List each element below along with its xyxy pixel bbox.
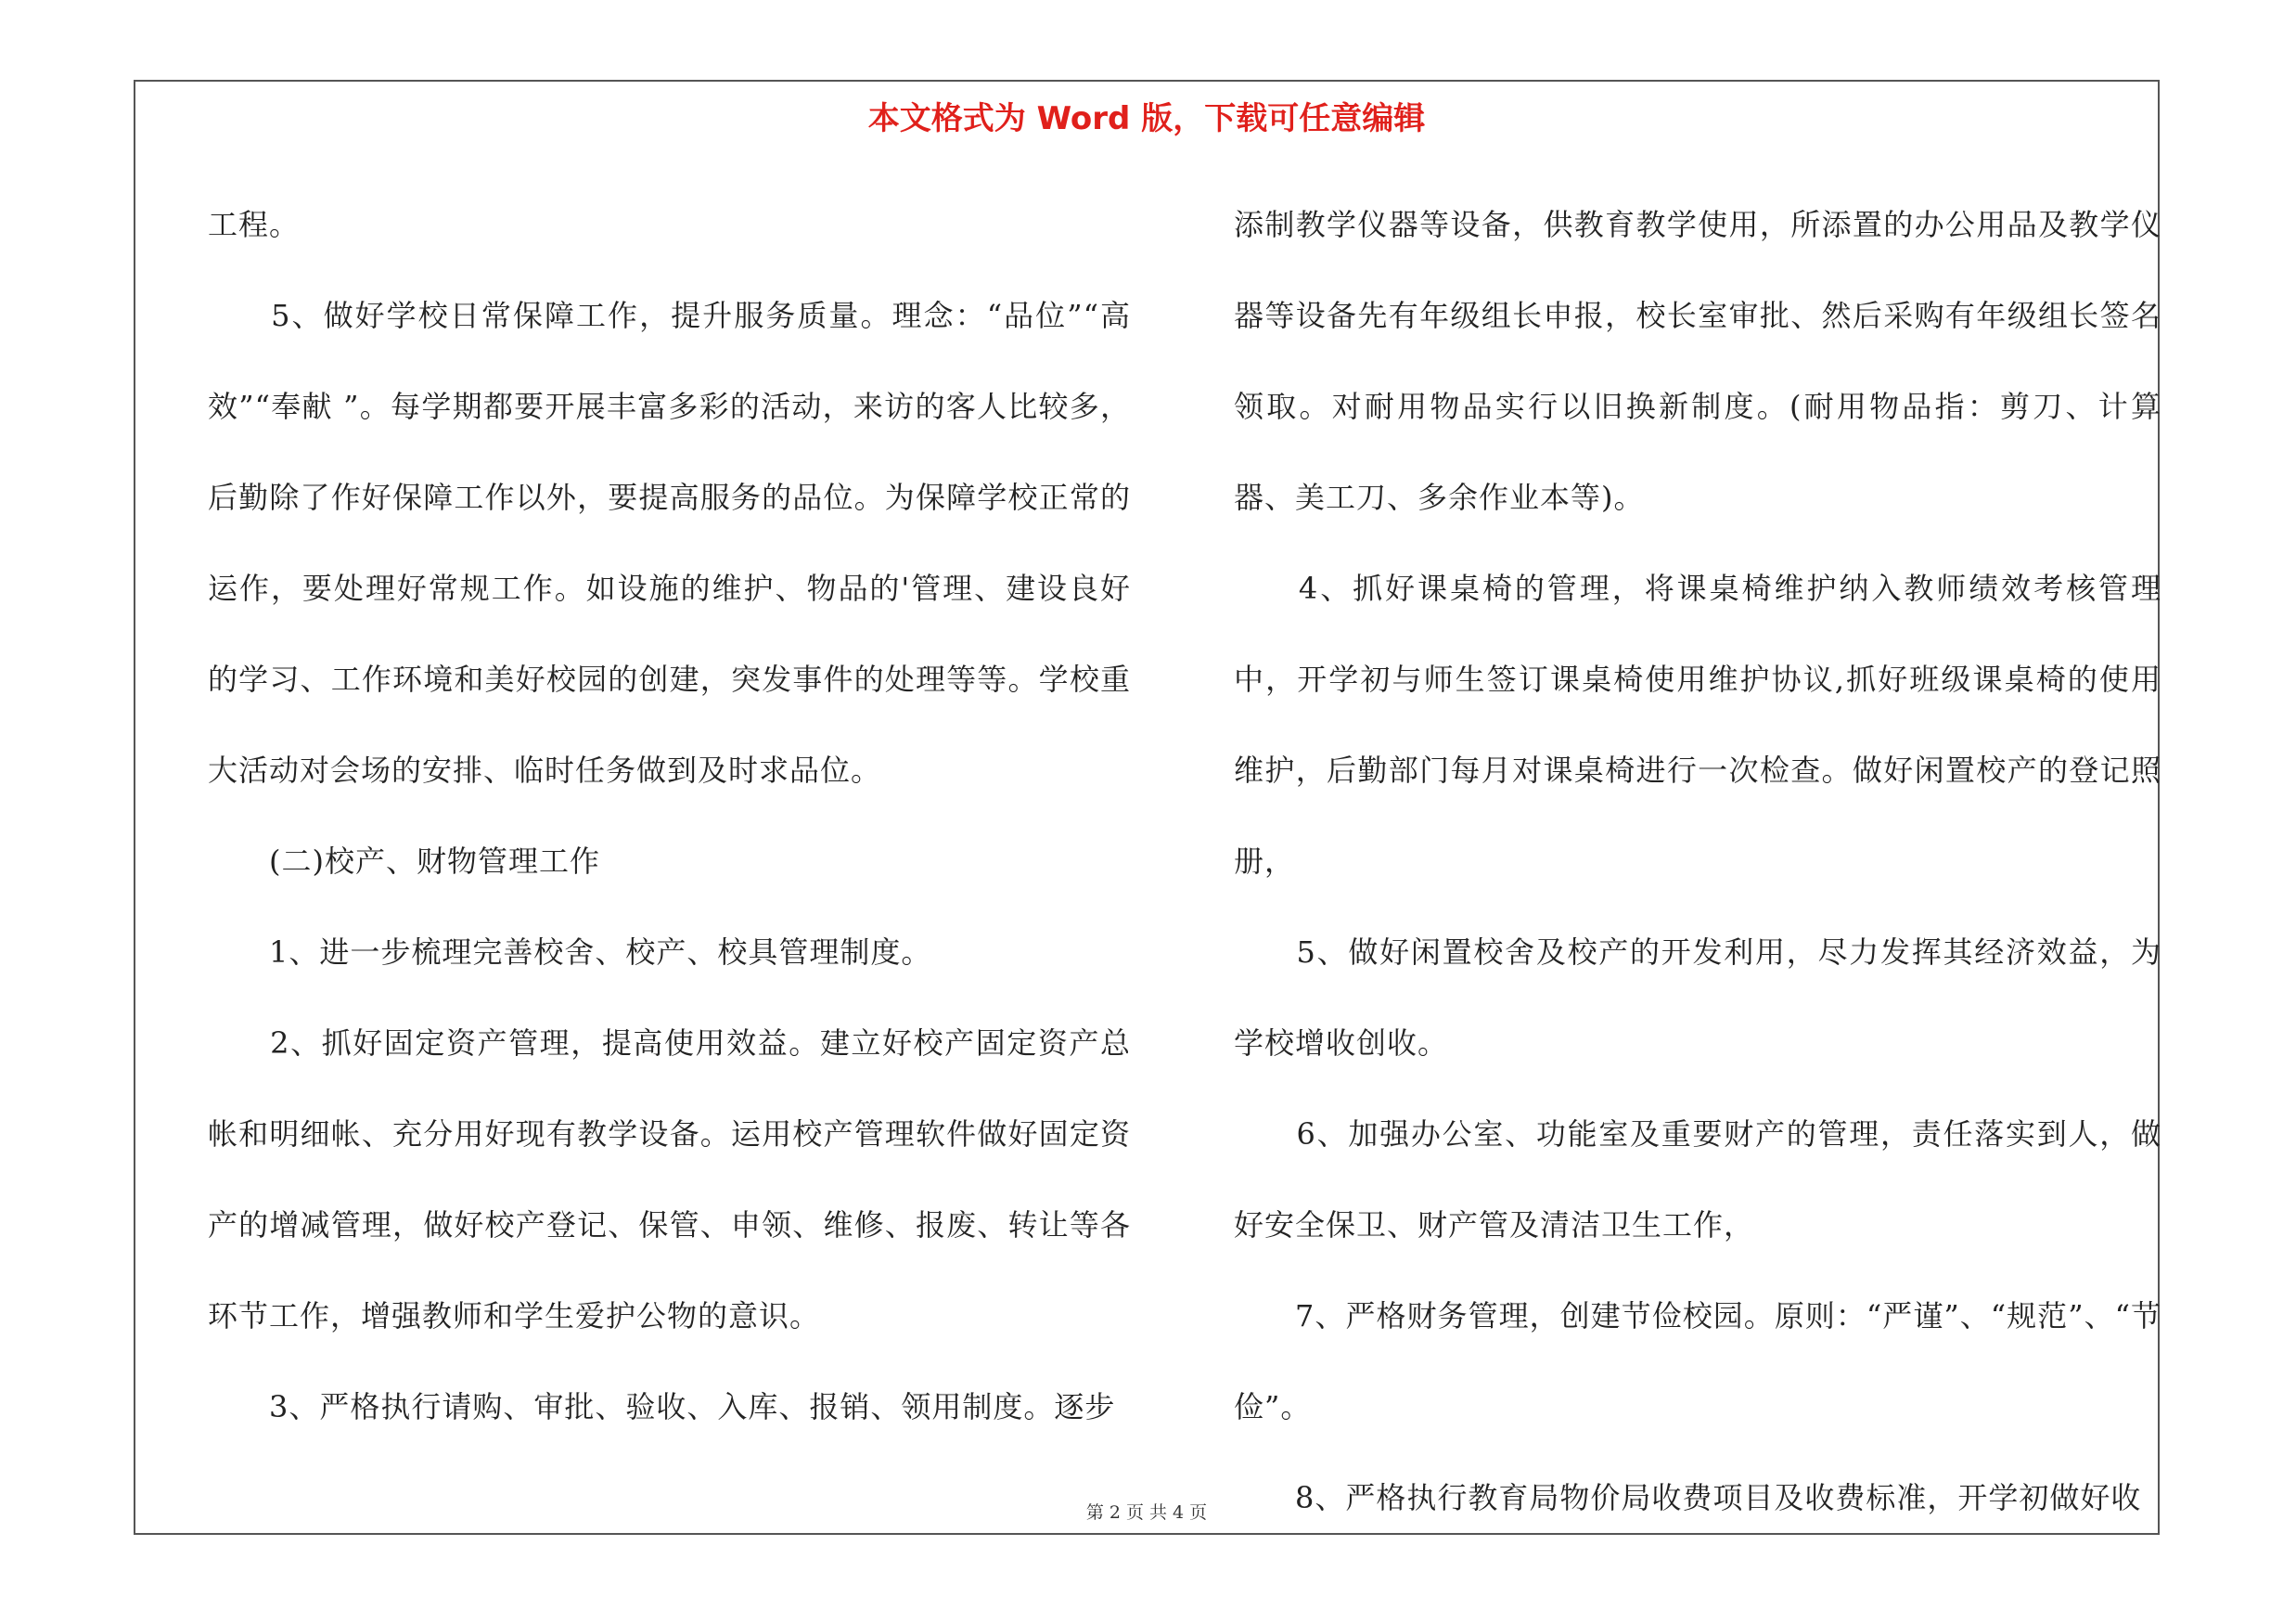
paragraph: 2、抓好固定资产管理，提高使用效益。建立好校产固定资产总帐和明细帐、充分用好现有教学设备。运用校产管理软件做好固定资产的增减管理，做好校产登记、保管、申领、维修、报废、转让等各环节工作，增强教师和学生爱护公物的意识。 xyxy=(208,1025,1131,1333)
paragraph: 5、做好学校日常保障工作，提升服务质量。理念：“品位”“高效”“奉献 ”。每学期都要开展丰富多彩的活动，来访的客人比较多，后勤除了作好保障工作以外，要提高服务的品位。为保障学校正常的运作，要处理好常规工作。如设施的维护、物品的'管理、建设良好的学习、工作环境和美好校园的创建，突发事件的处理等等。学校重大活动对会场的安排、临时任务做到及时求品位。 xyxy=(208,298,1131,788)
paragraph: 4、抓好课桌椅的管理，将课桌椅维护纳入教师绩效考核管理中，开学初与师生签订课桌椅使用维护协议,抓好班级课桌椅的使用维护，后勤部门每月对课桌椅进行一次检查。做好闲置校产的登记照册， xyxy=(1234,571,2161,879)
page-footer: 第 2 页 共 4 页 xyxy=(1085,1502,1208,1523)
paragraph: 工程。 xyxy=(208,207,301,242)
paragraph: 添制教学仪器等设备，供教育教学使用，所添置的办公用品及教学仪器等设备先有年级组长申报，校长室审批、然后采购有年级组长签名领取。对耐用物品实行以旧换新制度。(耐用物品指：剪刀、计算器、美工刀、多余作业本等)。 xyxy=(1234,207,2161,515)
paragraph: 8、严格执行教育局物价局收费项目及收费标准，开学初做好收 xyxy=(1234,1480,2142,1515)
left-column xyxy=(208,179,1131,1452)
paragraph: 5、做好闲置校舍及校产的开发利用，尽力发挥其经济效益，为学校增收创收。 xyxy=(1234,934,2161,1061)
section-heading: (二)校产、财物管理工作 xyxy=(208,844,600,879)
paragraph: 6、加强办公室、功能室及重要财产的管理，责任落实到人，做好安全保卫、财产管及清洁卫生工作， xyxy=(1234,1116,2161,1243)
page-frame xyxy=(134,80,2160,1535)
header-banner: 本文格式为 Word 版，下载可任意编辑 xyxy=(867,100,1426,137)
paragraph: 7、严格财务管理，创建节俭校园。原则：“严谨”、“规范”、“节俭”。 xyxy=(1234,1298,2161,1424)
paragraph: 1、进一步梳理完善校舍、校产、校具管理制度。 xyxy=(208,934,932,970)
right-column xyxy=(1234,179,2161,1543)
paragraph: 3、严格执行请购、审批、验收、入库、报销、领用制度。逐步 xyxy=(208,1389,1116,1424)
